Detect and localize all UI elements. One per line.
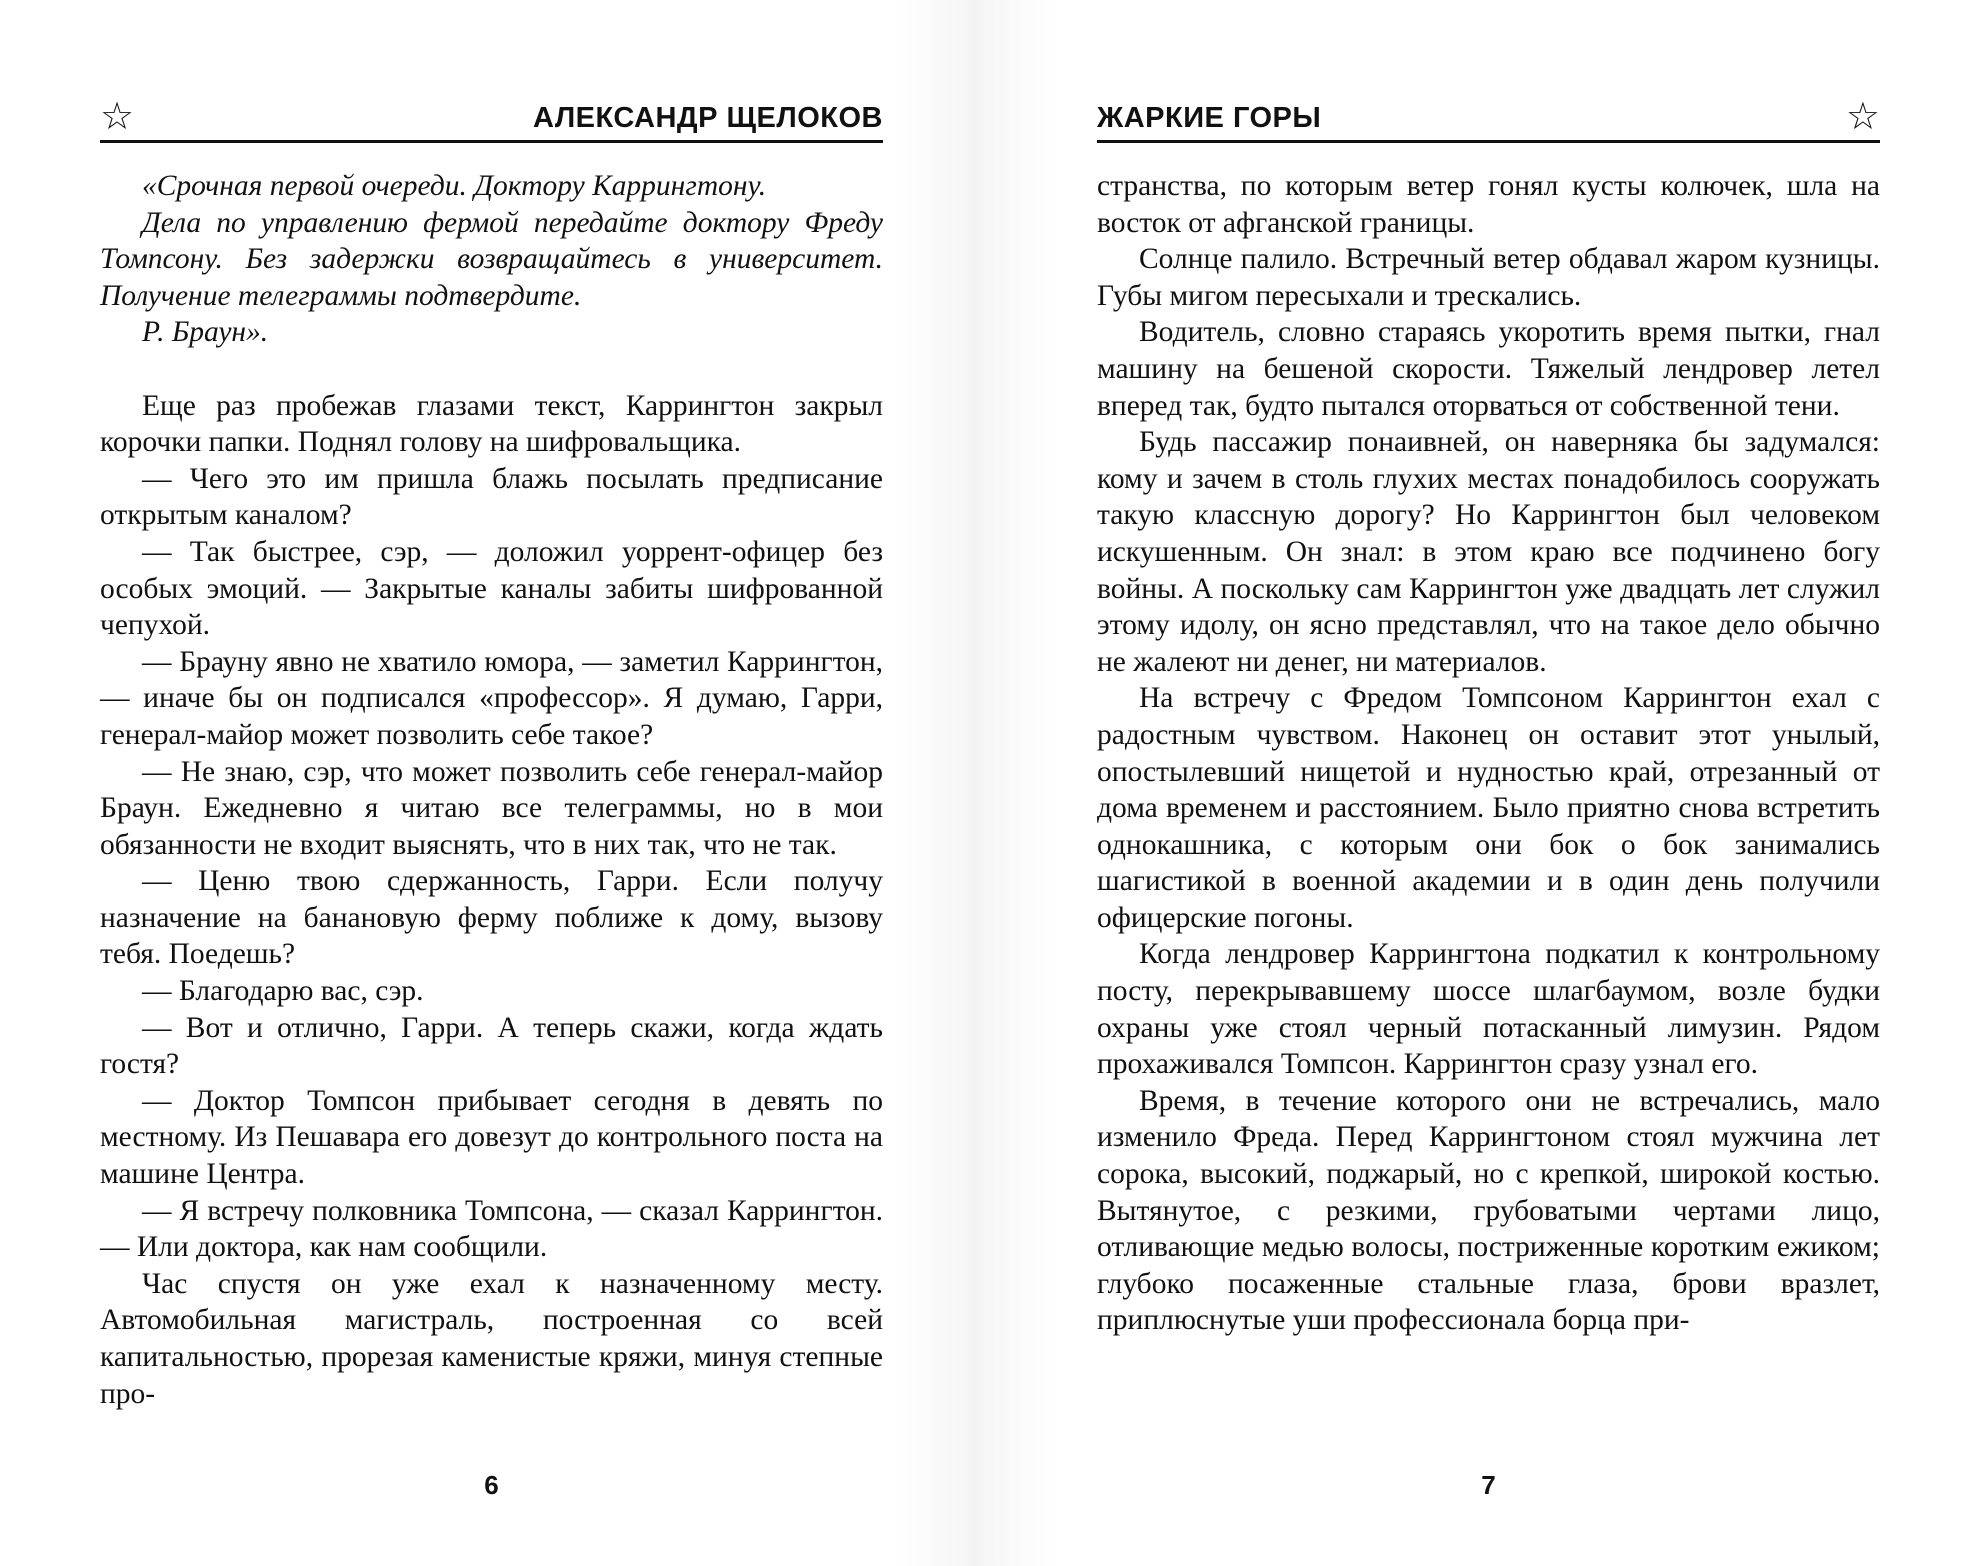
paragraph: — Я встречу полковника Томпсона, — сказал Каррингтон. — Или доктора, как нам сообщили.	[100, 1194, 883, 1264]
page-number: 7	[1481, 1470, 1496, 1500]
author-running-title: АЛЕКСАНДР ЩЕЛОКОВ	[533, 102, 883, 134]
paragraph: Еще раз пробежав глазами текст, Каррингтон закрыл корочки папки. Поднял голову на шифровальщика.	[100, 389, 883, 459]
paragraph-continuation: странства, по которым ветер гонял кусты колючек, шла на восток от афганской границы.	[1097, 170, 1880, 239]
paragraph: Будь пассажир понаивней, он наверняка бы задумался: кому и зачем в столь глухих местах понадобилось сооружать такую классную дорогу? Но Каррингтон был человеком искушенным. Он знал: в этом краю все подчинено богу войны. А поскольку сам Каррингтон уже двадцать лет служил этому идолу, он ясно представлял, что на такое дело обычно не жалеют ни денег, ни материалов.	[1097, 426, 1880, 678]
telegram-line: Дела по управлению фермой передайте доктору Фреду Томпсону. Без задержки возвращайтесь в университет. Получение телеграммы подтвердите.	[100, 206, 883, 312]
telegram-signature: Р. Браун».	[142, 316, 269, 349]
paragraph: — Чего это им пришла блажь посылать предписание открытым каналом?	[100, 462, 883, 532]
star-icon: ☆	[100, 94, 135, 138]
paragraph: — Вот и отлично, Гарри. А теперь скажи, когда ждать гостя?	[100, 1011, 883, 1081]
paragraph: На встречу с Фредом Томпсоном Каррингтон ехал с радостным чувством. Наконец он оставит этот унылый, опостылевший нищетой и нудностью край, отрезанный от дома временем и расстоянием. Было приятно снова встретить однокашника, с которым они бок о бок занимались шагистикой в военной академии и в один день получили офицерские погоны.	[1097, 682, 1880, 934]
paragraph: Водитель, словно стараясь укоротить время пытки, гнал машину на бешеной скорости. Тяжелый лендровер летел вперед так, будто пытался оторваться от собственной тени.	[1097, 316, 1880, 422]
left-page-text	[100, 168, 883, 1412]
paragraph: Время, в течение которого они не встречались, мало изменило Фреда. Перед Каррингтоном стоял мужчина лет сорока, высокий, поджарый, но с крепкой, широкой костью. Вытянутое, с резкими, грубоватыми чертами лицо, отливающие медью волосы, постриженные коротким ежиком; глубоко посаженные стальные глаза, брови вразлет, приплюснутые уши профессионала борца при-	[1097, 1084, 1880, 1337]
paragraph: Когда лендровер Каррингтона подкатил к контрольному посту, перекрывавшему шоссе шлагбаумом, возле будки охраны уже стоял черный потасканный лимузин. Рядом прохаживался Томпсон. Каррингтон сразу узнал его.	[1097, 938, 1880, 1081]
star-icon: ☆	[1845, 94, 1880, 138]
book-gutter	[895, 0, 1055, 1566]
paragraph: — Ценю твою сдержанность, Гарри. Если получу назначение на банановую ферму поближе к дому, вызову тебя. Поедешь?	[100, 865, 883, 971]
right-running-header	[1097, 96, 1880, 143]
telegram-line: «Срочная первой очереди. Доктору Каррингтону.	[142, 170, 767, 202]
blank-line	[100, 351, 883, 388]
paragraph: — Не знаю, сэр, что может позволить себе генерал-майор Браун. Ежедневно я читаю все телеграммы, но в мои обязанности не входит выяснять, что в них так, что не так.	[100, 755, 883, 861]
paragraph: — Благодарю вас, сэр.	[142, 975, 424, 1008]
paragraph: Солнце палило. Встречный ветер обдавал жаром кузницы. Губы мигом пересыхали и трескались.	[1097, 243, 1880, 312]
right-page-text	[1097, 168, 1880, 1339]
book-running-title: ЖАРКИЕ ГОРЫ	[1097, 102, 1322, 134]
paragraph: — Брауну явно не хватило юмора, — заметил Каррингтон, — иначе бы он подписался «профессор». Я думаю, Гарри, генерал-майор может позволить себе такое?	[100, 645, 883, 751]
left-running-header	[100, 96, 883, 143]
paragraph: — Так быстрее, сэр, — доложил уоррент-офицер без особых эмоций. — Закрытые каналы забиты шифрованной чепухой.	[100, 535, 883, 642]
paragraph: — Доктор Томпсон прибывает сегодня в девять по местному. Из Пешавара его довезут до контрольного поста на машине Центра.	[100, 1084, 883, 1191]
paragraph: Час спустя он уже ехал к назначенному месту. Автомобильная магистраль, построенная со всей капитальностью, прорезая каменистые кряжи, минуя степные про-	[100, 1267, 883, 1410]
page-number: 6	[484, 1470, 499, 1500]
